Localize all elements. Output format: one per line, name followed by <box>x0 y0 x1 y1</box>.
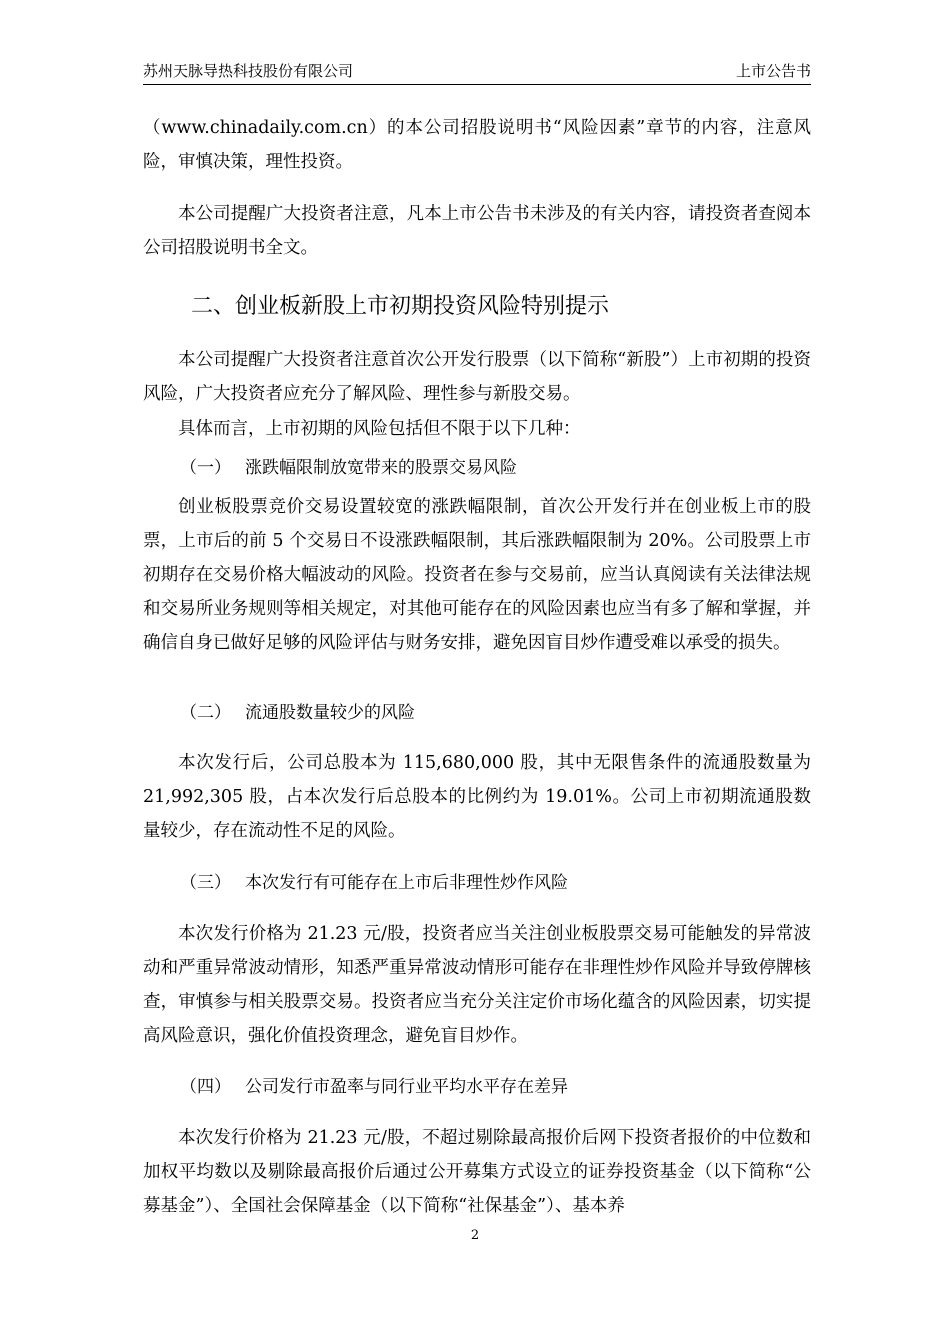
subsection-body-4: 本次发行价格为 21.23 元/股，不超过剔除最高报价后网下投资者报价的中位数和加权平均数以及剔除最高报价后通过公开募集方式设立的证券投资基金（以下简称“公募基金”）、全国社会保障基金（以下简称“社保基金”）、基本养 <box>143 1128 811 1216</box>
subsection-heading-1 <box>180 454 517 482</box>
subsection-title: 公司发行市盈率与同行业平均水平存在差异 <box>245 1077 568 1097</box>
subsection-number: （一） <box>180 458 231 478</box>
section-intro: 本公司提醒广大投资者注意首次公开发行股票（以下简称“新股”）上市初期的投资风险，广大投资者应充分了解风险、理性参与新股交易。 <box>143 350 811 404</box>
subsection-title: 涨跌幅限制放宽带来的股票交易风险 <box>245 458 517 478</box>
subsection-heading-3 <box>180 869 568 897</box>
subsection-body-1: 创业板股票竞价交易设置较宽的涨跌幅限制，首次公开发行并在创业板上市的股票，上市后的前 5 个交易日不设涨跌幅限制，其后涨跌幅限制为 20%。公司股票上市初期存在交易价格大幅波动的风险。投资者在参与交易前，应当认真阅读有关法律法规和交易所业务规则等相关规定，对其他可能存在的风险因素也应当有多了解和掌握，并确信自身已做好足够的风险评估与财务安排，避免因盲目炒作遭受难以承受的损失。 <box>143 497 811 653</box>
paragraph-risk-reference: （www.chinadaily.com.cn）的本公司招股说明书“风险因素”章节的内容，注意风险，审慎决策，理性投资。 <box>143 118 811 172</box>
subsection-heading-4 <box>180 1073 568 1101</box>
header-document-type: 上市公告书 <box>735 62 811 80</box>
subsection-number: （四） <box>180 1077 231 1097</box>
subsection-title: 本次发行有可能存在上市后非理性炒作风险 <box>245 873 568 893</box>
subsection-title: 流通股数量较少的风险 <box>245 703 415 723</box>
page-number: 2 <box>470 1228 480 1243</box>
subsection-number: （二） <box>180 703 231 723</box>
page-header <box>143 58 811 85</box>
section-title: 二、创业板新股上市初期投资风险特别提示 <box>191 294 610 319</box>
paragraph-prospectus-notice: 本公司提醒广大投资者注意，凡本上市公告书未涉及的有关内容，请投资者查阅本公司招股说明书全文。 <box>143 204 811 258</box>
section-lead: 具体而言，上市初期的风险包括但不限于以下几种： <box>178 419 581 439</box>
header-company-name: 苏州天脉导热科技股份有限公司 <box>143 62 354 80</box>
subsection-number: （三） <box>180 873 231 893</box>
subsection-heading-2 <box>180 699 415 727</box>
subsection-body-3: 本次发行价格为 21.23 元/股，投资者应当关注创业板股票交易可能触发的异常波动和严重异常波动情形，知悉严重异常波动情形可能存在非理性炒作风险并导致停牌核查，审慎参与相关股票交易。投资者应当充分关注定价市场化蕴含的风险因素，切实提高风险意识，强化价值投资理念，避免盲目炒作。 <box>143 924 811 1046</box>
subsection-body-2: 本次发行后，公司总股本为 115,680,000 股，其中无限售条件的流通股数量为 21,992,305 股，占本次发行后总股本的比例约为 19.01%。公司上市初期流通股数量较少，存在流动性不足的风险。 <box>143 753 811 841</box>
